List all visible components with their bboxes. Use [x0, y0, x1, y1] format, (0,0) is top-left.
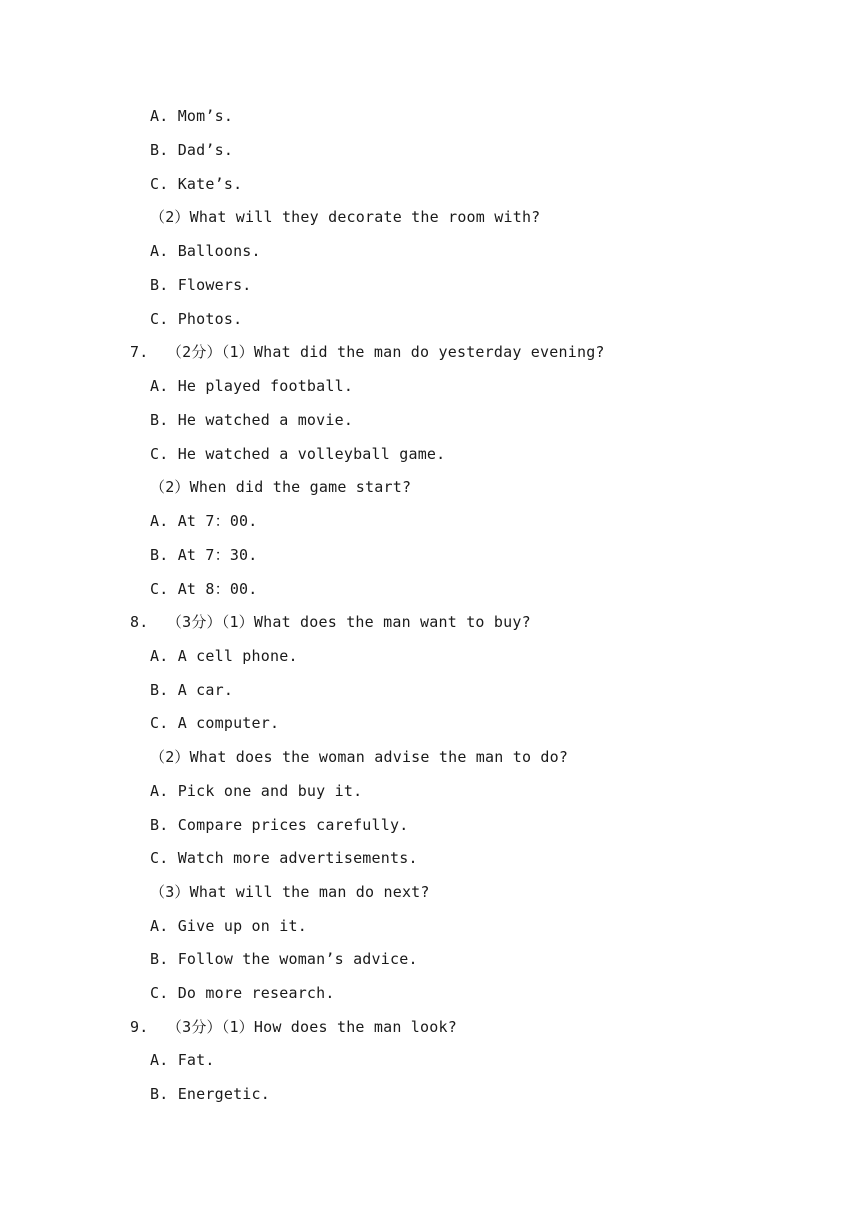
option-line: C. Kate’s.	[150, 175, 243, 193]
option-line: B. Follow the woman’s advice.	[150, 950, 418, 968]
option-line: B. At 7：30.	[150, 546, 258, 564]
subquestion-line: （2）What will they decorate the room with?	[150, 208, 541, 226]
option-line: B. A car.	[150, 681, 234, 699]
question-line: 7. （2分）（1）What did the man do yesterday evening?	[130, 343, 605, 361]
option-line: C. A computer.	[150, 714, 280, 732]
question-line: 8. （3分）（1）What does the man want to buy?	[130, 613, 531, 631]
option-line: A. Give up on it.	[150, 917, 307, 935]
option-line: A. Balloons.	[150, 242, 261, 260]
option-line: B. Dad’s.	[150, 141, 234, 159]
option-line: A. Fat.	[150, 1051, 215, 1069]
option-line: C. Do more research.	[150, 984, 335, 1002]
option-line: C. He watched a volleyball game.	[150, 445, 446, 463]
option-line: B. He watched a movie.	[150, 411, 354, 429]
option-line: B. Flowers.	[150, 276, 252, 294]
option-line: B. Energetic.	[150, 1085, 270, 1103]
option-line: B. Compare prices carefully.	[150, 816, 409, 834]
subquestion-line: （2）What does the woman advise the man to do?	[150, 748, 569, 766]
option-line: A. A cell phone.	[150, 647, 298, 665]
option-line: C. Watch more advertisements.	[150, 849, 418, 867]
option-line: A. He played football.	[150, 377, 354, 395]
subquestion-line: （2）When did the game start?	[150, 478, 412, 496]
option-line: A. At 7：00.	[150, 512, 258, 530]
option-line: C. Photos.	[150, 310, 243, 328]
question-line: 9. （3分）（1）How does the man look?	[130, 1018, 457, 1036]
option-line: C. At 8：00.	[150, 580, 258, 598]
option-line: A. Mom’s.	[150, 107, 234, 125]
subquestion-line: （3）What will the man do next?	[150, 883, 430, 901]
option-line: A. Pick one and buy it.	[150, 782, 363, 800]
